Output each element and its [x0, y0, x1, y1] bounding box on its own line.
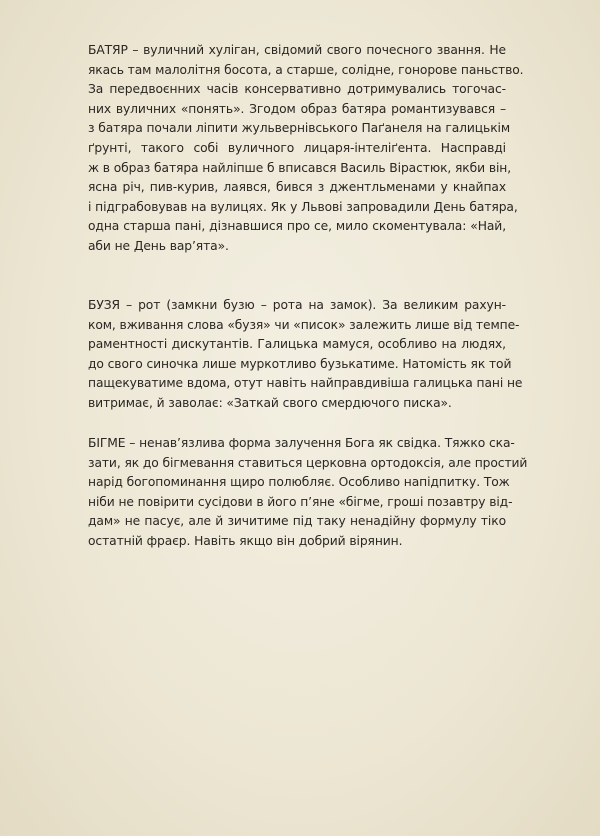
text-line: За передвоєнних часів консервативно дотримувались тогочас- — [88, 82, 506, 97]
text-line: пащекуватиме вдома, отут навіть найправдивіша галицька пані не — [88, 376, 523, 391]
text-line: них вуличних «понять». Згодом образ батяра романтизувався – — [88, 101, 506, 116]
text-line: витримає, й заволає: «Заткай свого смердючого писка». — [88, 395, 452, 410]
text-line: раментності дискутантів. Галицька мамуся, особливо на людях, — [88, 337, 506, 352]
text-line: ясна річ, пив-курив, лаявся, бився з джентльменами у кнайпах — [88, 180, 506, 195]
text-line: до свого синочка лише муркотливо бузькатиме. Натомість як той — [88, 356, 512, 371]
text-line: БУЗЯ – рот (замкни бузю – рота на замок). За великим рахун- — [88, 298, 506, 312]
text-line: і підграбовував на вулицях. Як у Львові запровадили День батяра, — [88, 199, 518, 214]
entry-batiar — [88, 41, 524, 257]
text-line: ком, вживання слова «бузя» чи «писок» залежить лише від темпе- — [88, 317, 520, 332]
text-line: ґрунті, такого собі вуличного лицаря-інтеліґента. Насправді — [88, 140, 506, 155]
text-line: зати, як до бігмевання ставиться церковна ортодоксія, але простий — [88, 455, 528, 470]
text-line: дам» не пасує, але й зичитиме під таку ненадійну формулу тіко — [88, 514, 506, 529]
text-line: остатній фраєр. Навіть якщо він добрий вірянин. — [88, 533, 403, 548]
text-line: одна старша пані, дізнавшися про се, мило скоментувала: «Най, — [88, 219, 506, 234]
text-line: аби не День вар’ята». — [88, 238, 229, 253]
entry-bihme — [88, 434, 528, 552]
text-line: нарід богопоминання щиро полюбляє. Особливо напідпитку. Тож — [88, 475, 510, 490]
text-line: якась там малолітня босота, а старше, солідне, гонорове паньство. — [88, 62, 524, 77]
text-line: БАТЯР – вуличний хуліган, свідомий свого почесного звання. Не — [88, 43, 506, 57]
text-line: БІГМЕ – ненав’язлива форма залучення Бога як свідка. Тяжко ска- — [88, 436, 515, 450]
entry-buzia — [88, 296, 523, 414]
text-line: ж в образ батяра найліпше б вписався Василь Вірастюк, якби він, — [88, 160, 512, 175]
text-line: з батяра почали ліпити жульвернівського Паґанеля на галицькім — [88, 121, 511, 136]
text-line: ніби не повірити сусідови в його п’яне «бігме, гроші позавтру від- — [88, 494, 513, 509]
